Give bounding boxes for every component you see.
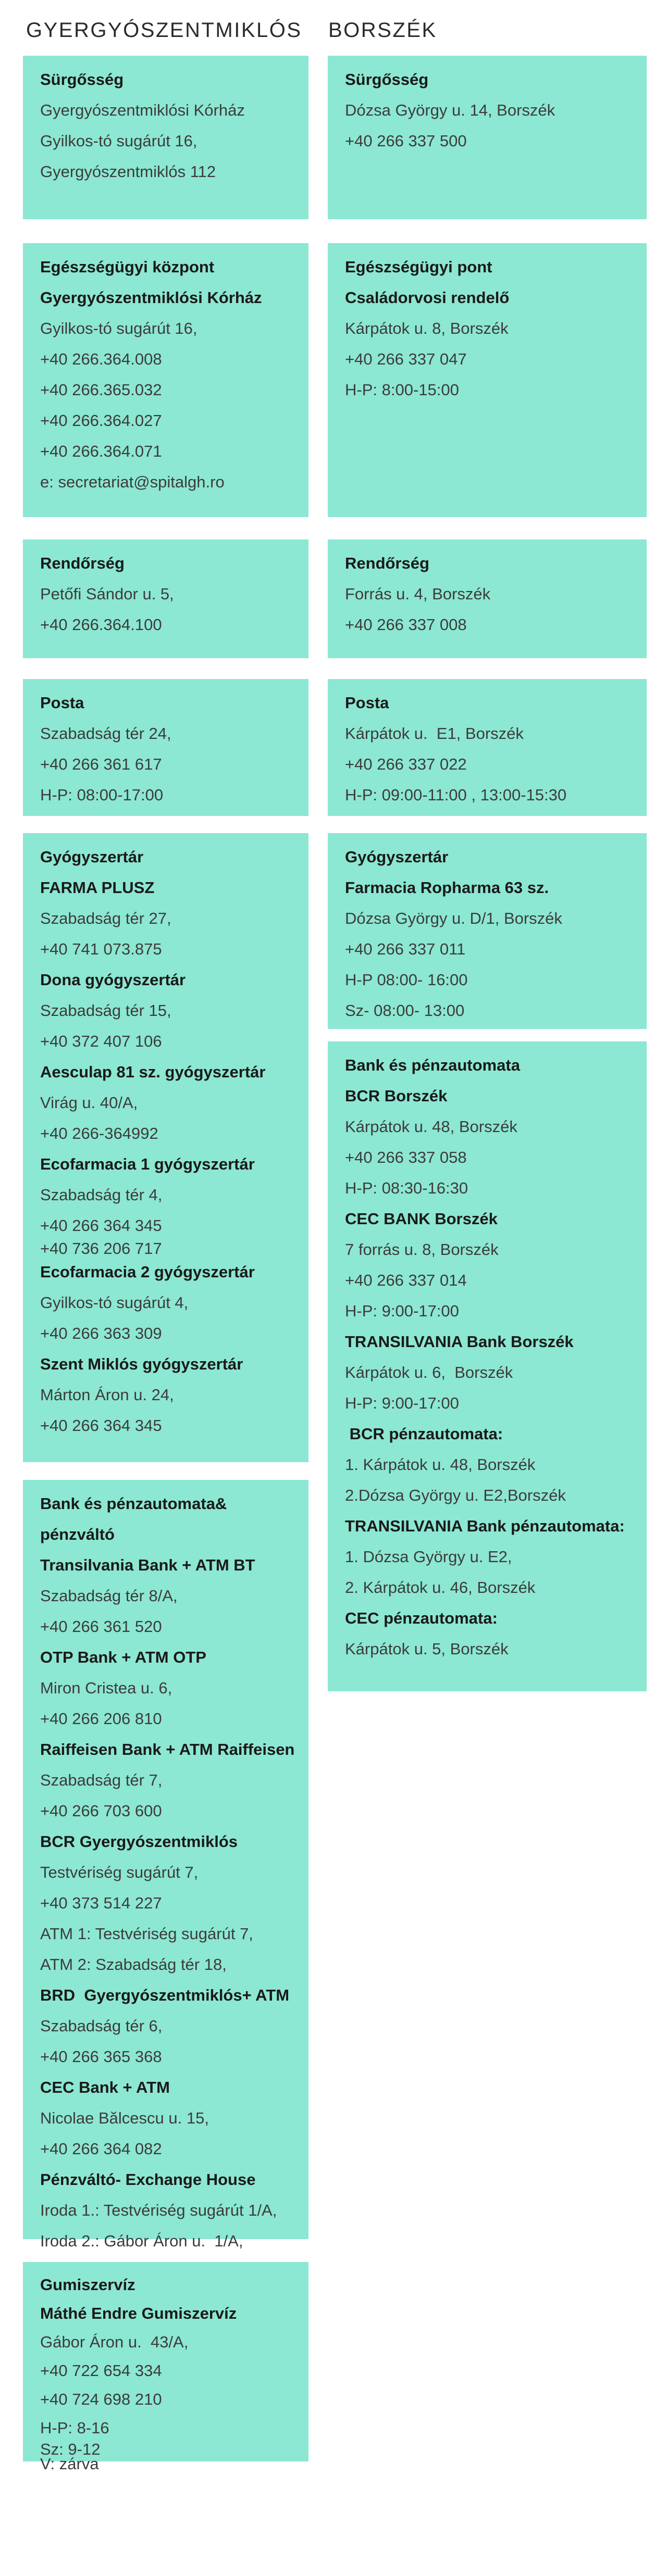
card-line-heading: CEC pénzautomata:	[345, 1609, 498, 1627]
card-line: +40 372 407 106	[40, 1032, 162, 1050]
card-line-heading: Sürgősség	[345, 70, 429, 89]
card-borszek-post-office	[328, 679, 647, 816]
card-line-heading: Ecofarmacia 1 gyógyszertár	[40, 1155, 255, 1173]
card-line-heading: Transilvania Bank + ATM BT	[40, 1556, 255, 1574]
card-line: H-P: 9:00-17:00	[345, 1394, 459, 1412]
card-line: Iroda 2.: Gábor Áron u. 1/A,	[40, 2232, 243, 2250]
card-line-heading: Ecofarmacia 2 gyógyszertár	[40, 1263, 255, 1281]
card-line-heading: CEC Bank + ATM	[40, 2078, 170, 2096]
card-line: H-P: 8-16	[40, 2419, 109, 2437]
card-gyergyoszentmiklos-police	[23, 539, 308, 658]
card-line: +40 722 654 334	[40, 2361, 162, 2380]
card-line: Kárpátok u. 6, Borszék	[345, 1363, 513, 1381]
card-line: Szabadság tér 6,	[40, 2017, 163, 2035]
card-line: H-P: 08:30-16:30	[345, 1179, 468, 1197]
card-line: 1. Dózsa György u. E2,	[345, 1548, 512, 1566]
card-line: +40 266.364.100	[40, 615, 162, 634]
card-borszek-health-point	[328, 243, 647, 517]
card-line: V: zárva	[40, 2455, 99, 2473]
card-line-heading: Bank és pénzautomata	[345, 1056, 520, 1074]
card-line: Dózsa György u. D/1, Borszék	[345, 909, 562, 927]
card-line: Gyergyószentmiklós 112	[40, 162, 216, 181]
card-gyergyoszentmiklos-banks-exchange	[23, 1480, 308, 2250]
card-line-heading: BCR Borszék	[345, 1087, 448, 1105]
card-line-heading: Egészségügyi pont	[345, 258, 492, 276]
card-line-heading: TRANSILVANIA Bank Borszék	[345, 1333, 574, 1351]
card-line: +40 266 364 082	[40, 2140, 162, 2158]
card-line: H-P: 9:00-17:00	[345, 1302, 459, 1320]
card-line: Petőfi Sándor u. 5,	[40, 585, 174, 603]
card-line-heading: Rendőrség	[40, 554, 125, 572]
card-line: Testvériség sugárút 7,	[40, 1863, 199, 1881]
card-line: Iroda 1.: Testvériség sugárút 1/A,	[40, 2201, 277, 2219]
card-gyergyoszentmiklos-pharmacies	[23, 833, 308, 1462]
card-line: 2. Kárpátok u. 46, Borszék	[345, 1578, 536, 1597]
card-line-heading: Farmacia Ropharma 63 sz.	[345, 878, 549, 897]
card-line: Sz: 9-12	[40, 2440, 101, 2458]
card-line: +40 266 364 345	[40, 1416, 162, 1435]
card-line: Miron Cristea u. 6,	[40, 1679, 172, 1697]
card-line: +40 266.365.032	[40, 381, 162, 399]
card-line: ATM 1: Testvériség sugárút 7,	[40, 1925, 253, 1943]
card-line-heading: Sürgősség	[40, 70, 124, 89]
card-line: Virág u. 40/A,	[40, 1094, 138, 1112]
card-line: Forrás u. 4, Borszék	[345, 585, 491, 603]
card-line: +40 266 337 014	[345, 1271, 467, 1289]
card-line: e: secretariat@spitalgh.ro	[40, 473, 225, 491]
card-line: +40 266 337 058	[345, 1148, 467, 1166]
card-line: +40 266 365 368	[40, 2047, 162, 2066]
card-borszek-emergency	[328, 56, 647, 219]
card-line: Gyilkos-tó sugárút 16,	[40, 319, 197, 337]
card-line-heading: BCR pénzautomata:	[345, 1425, 503, 1443]
card-line: H-P 08:00- 16:00	[345, 971, 468, 989]
card-line: +40 266 364 345	[40, 1216, 162, 1235]
card-line-heading: Gyógyszertár	[345, 848, 449, 866]
card-line: 2.Dózsa György u. E2,Borszék	[345, 1486, 566, 1504]
card-line: +40 266.364.071	[40, 442, 162, 460]
card-line-heading: Posta	[345, 694, 389, 712]
card-gyergyoszentmiklos-tire-service	[23, 2262, 308, 2473]
card-line: +40 266.364.008	[40, 350, 162, 368]
card-line: +40 266-364992	[40, 1124, 158, 1142]
card-line-heading: OTP Bank + ATM OTP	[40, 1648, 206, 1666]
card-line: +40 266 337 047	[345, 350, 467, 368]
card-line: Gyilkos-tó sugárút 16,	[40, 132, 197, 150]
card-line: Gyergyószentmiklósi Kórház	[40, 101, 245, 119]
card-line: +40 266 337 500	[345, 132, 467, 150]
card-line: +40 266 337 022	[345, 755, 467, 773]
card-line: Szabadság tér 4,	[40, 1186, 163, 1204]
card-line-heading: Gyógyszertár	[40, 848, 144, 866]
card-line-heading: Szent Miklós gyógyszertár	[40, 1355, 243, 1373]
card-line: Szabadság tér 24,	[40, 724, 171, 743]
card-line-heading: Posta	[40, 694, 84, 712]
card-borszek-police	[328, 539, 647, 658]
card-line: +40 266 363 309	[40, 1324, 162, 1342]
card-line: Szabadság tér 27,	[40, 909, 171, 927]
card-line: 1. Kárpátok u. 48, Borszék	[345, 1455, 536, 1474]
card-line: +40 741 073.875	[40, 940, 162, 958]
card-line: Kárpátok u. 5, Borszék	[345, 1640, 509, 1658]
card-line: ATM 2: Szabadság tér 18,	[40, 1955, 227, 1974]
card-gyergyoszentmiklos-post-office	[23, 679, 308, 816]
card-line-heading: Gyergyószentmiklósi Kórház	[40, 288, 262, 307]
card-line: +40 266 206 810	[40, 1710, 162, 1728]
card-line-heading: Dona gyógyszertár	[40, 971, 186, 989]
card-line: +40 266 361 520	[40, 1617, 162, 1636]
card-line-heading: Aesculap 81 sz. gyógyszertár	[40, 1063, 266, 1081]
card-line: +40 266 361 617	[40, 755, 162, 773]
card-line-heading: Bank és pénzautomata& pénzváltó	[40, 1494, 231, 1543]
card-line-heading: BRD Gyergyószentmiklós+ ATM	[40, 1986, 290, 2004]
card-gyergyoszentmiklos-health-center	[23, 243, 308, 517]
card-line-heading: Egészségügyi központ	[40, 258, 215, 276]
card-line: Kárpátok u. 48, Borszék	[345, 1117, 517, 1136]
card-borszek-banks	[328, 1041, 647, 1691]
card-line-heading: Pénzváltó- Exchange House	[40, 2170, 256, 2189]
card-line-heading: Rendőrség	[345, 554, 429, 572]
card-line: Kárpátok u. 8, Borszék	[345, 319, 509, 337]
card-line: Szabadság tér 8/A,	[40, 1587, 178, 1605]
card-line: H-P: 08:00-17:00	[40, 786, 164, 804]
card-line: Gábor Áron u. 43/A,	[40, 2333, 189, 2351]
card-line: +40 266.364.027	[40, 411, 162, 430]
card-line: +40 724 698 210	[40, 2390, 162, 2408]
column-title-borszek: BORSZÉK	[328, 19, 437, 42]
card-line: +40 736 206 717	[40, 1239, 162, 1258]
card-line-heading: Máthé Endre Gumiszervíz	[40, 2304, 237, 2322]
card-borszek-pharmacy	[328, 833, 647, 1029]
card-line: Sz- 08:00- 13:00	[345, 1001, 465, 1020]
card-line-heading: BCR Gyergyószentmiklós	[40, 1832, 238, 1851]
card-line-heading: Raiffeisen Bank + ATM Raiffeisen	[40, 1740, 295, 1758]
card-line-heading: CEC BANK Borszék	[345, 1210, 498, 1228]
card-line-heading: TRANSILVANIA Bank pénzautomata:	[345, 1517, 625, 1535]
card-line: Nicolae Bălcescu u. 15,	[40, 2109, 209, 2127]
card-line: +40 266 337 011	[345, 940, 466, 958]
card-line: +40 373 514 227	[40, 1894, 162, 1912]
card-line: Gyilkos-tó sugárút 4,	[40, 1293, 189, 1312]
card-line: Dózsa György u. 14, Borszék	[345, 101, 555, 119]
card-line: H-P: 8:00-15:00	[345, 381, 459, 399]
card-line: 7 forrás u. 8, Borszék	[345, 1240, 499, 1259]
card-line: +40 266 703 600	[40, 1802, 162, 1820]
card-line-heading: FARMA PLUSZ	[40, 878, 155, 897]
card-line: +40 266 337 008	[345, 615, 467, 634]
column-title-gyergyoszentmiklos: GYERGYÓSZENTMIKLÓS	[26, 19, 302, 42]
card-line: Kárpátok u. E1, Borszék	[345, 724, 524, 743]
card-gyergyoszentmiklos-emergency	[23, 56, 308, 219]
card-line: H-P: 09:00-11:00 , 13:00-15:30	[345, 786, 567, 804]
card-line-heading: Családorvosi rendelő	[345, 288, 510, 307]
card-line: Szabadság tér 15,	[40, 1001, 171, 1020]
card-line: Szabadság tér 7,	[40, 1771, 163, 1789]
card-line-heading: Gumiszervíz	[40, 2276, 135, 2294]
card-line: Márton Áron u. 24,	[40, 1386, 174, 1404]
